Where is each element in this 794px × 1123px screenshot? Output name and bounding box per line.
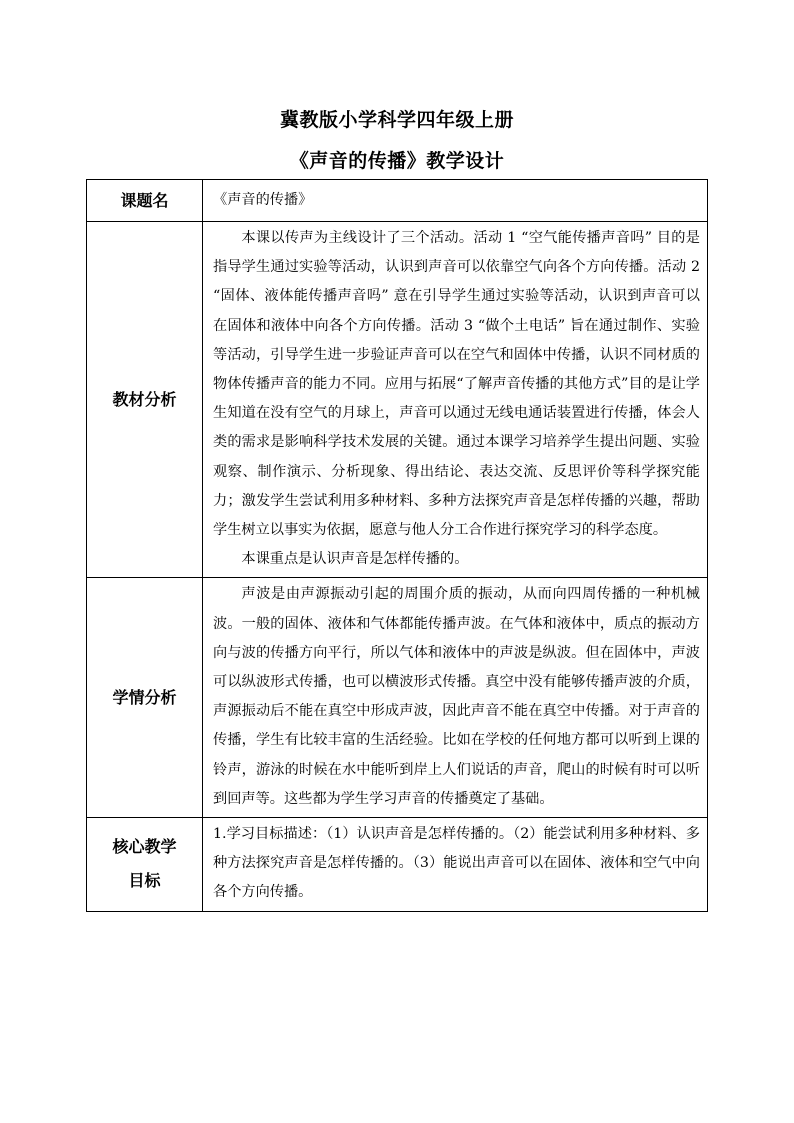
table-row-textbook-analysis — [87, 222, 708, 578]
core-objectives-content — [203, 818, 708, 912]
core-objectives-label-line1: 核心教学 — [112, 837, 177, 857]
table-row-core-objectives — [87, 818, 708, 912]
table-row-student-analysis — [87, 578, 708, 818]
core-objectives-label-line2: 目标 — [128, 871, 161, 891]
topic-label: 课题名 — [87, 180, 203, 222]
table-row-topic — [87, 180, 708, 222]
core-objectives-label — [87, 818, 203, 912]
document-subtitle: 《声音的传播》教学设计 — [289, 150, 505, 172]
textbook-analysis-paragraph: 本课以传声为主线设计了三个活动。活动 1 “空气能传播声音吗” 目的是指导学生通过实验等活动，认识到声音可以依靠空气向各个方向传播。活动 2 “固体、液体能传播声音吗” 意在引导学生通过实验等活动，认识到声音可以在固体和液体中向各个方向传播。活动 3 “做个土电话” 旨在通过制作、实验等活动，引导学生进一步验证声音可以在空气和固体中传播，认识不同材质的物体传播声音的能力不同。应用与拓展“了解声音传播的其他方式”目的是让学生知道在没有空气的月球上，声音可以通过无线电通话装置进行传播，体会人类的需求是影响科学技术发展的关键。通过本课学习培养学生提出问题、实验观察、制作演示、分析现象、得出结论、表达交流、反思评价等科学探究能力；激发学生尝试利用多种材料、多种方法探究声音是怎样传播的兴趣，帮助学生树立以事实为依据，愿意与他人分工合作进行探究学习的科学态度。 — [213, 230, 700, 539]
textbook-analysis-label: 教材分析 — [87, 222, 203, 578]
core-objectives-paragraph: 1.学习目标描述：（1）认识声音是怎样传播的。（2）能尝试利用多种材料、多种方法探究声音是怎样传播的。（3）能说出声音可以在固体、液体和空气中向各个方向传播。 — [213, 826, 700, 901]
student-analysis-content — [203, 578, 708, 818]
topic-value: 《声音的传播》 — [203, 180, 708, 222]
document-title: 冀教版小学科学四年级上册 — [279, 109, 514, 131]
lesson-plan-table — [86, 179, 708, 912]
textbook-analysis-content — [203, 222, 708, 578]
student-analysis-paragraph: 声波是由声源振动引起的周围介质的振动，从而向四周传播的一种机械波。一般的固体、液体和气体都能传播声波。在气体和液体中，质点的振动方向与波的传播方向平行，所以气体和液体中的声波是纵波。但在固体中，声波可以纵波形式传播，也可以横波形式传播。真空中没有能够传播声波的介质，声源振动后不能在真空中形成声波，因此声音不能在真空中传播。对于声音的传播，学生有比较丰富的生活经验。比如在学校的任何地方都可以听到上课的铃声，游泳的时候在水中能听到岸上人们说话的声音，爬山的时候有时可以听到回声等。这些都为学生学习声音的传播奠定了基础。 — [213, 586, 700, 807]
textbook-analysis-key-point: 本课重点是认识声音是怎样传播的。 — [241, 551, 469, 568]
student-analysis-label: 学情分析 — [87, 578, 203, 818]
